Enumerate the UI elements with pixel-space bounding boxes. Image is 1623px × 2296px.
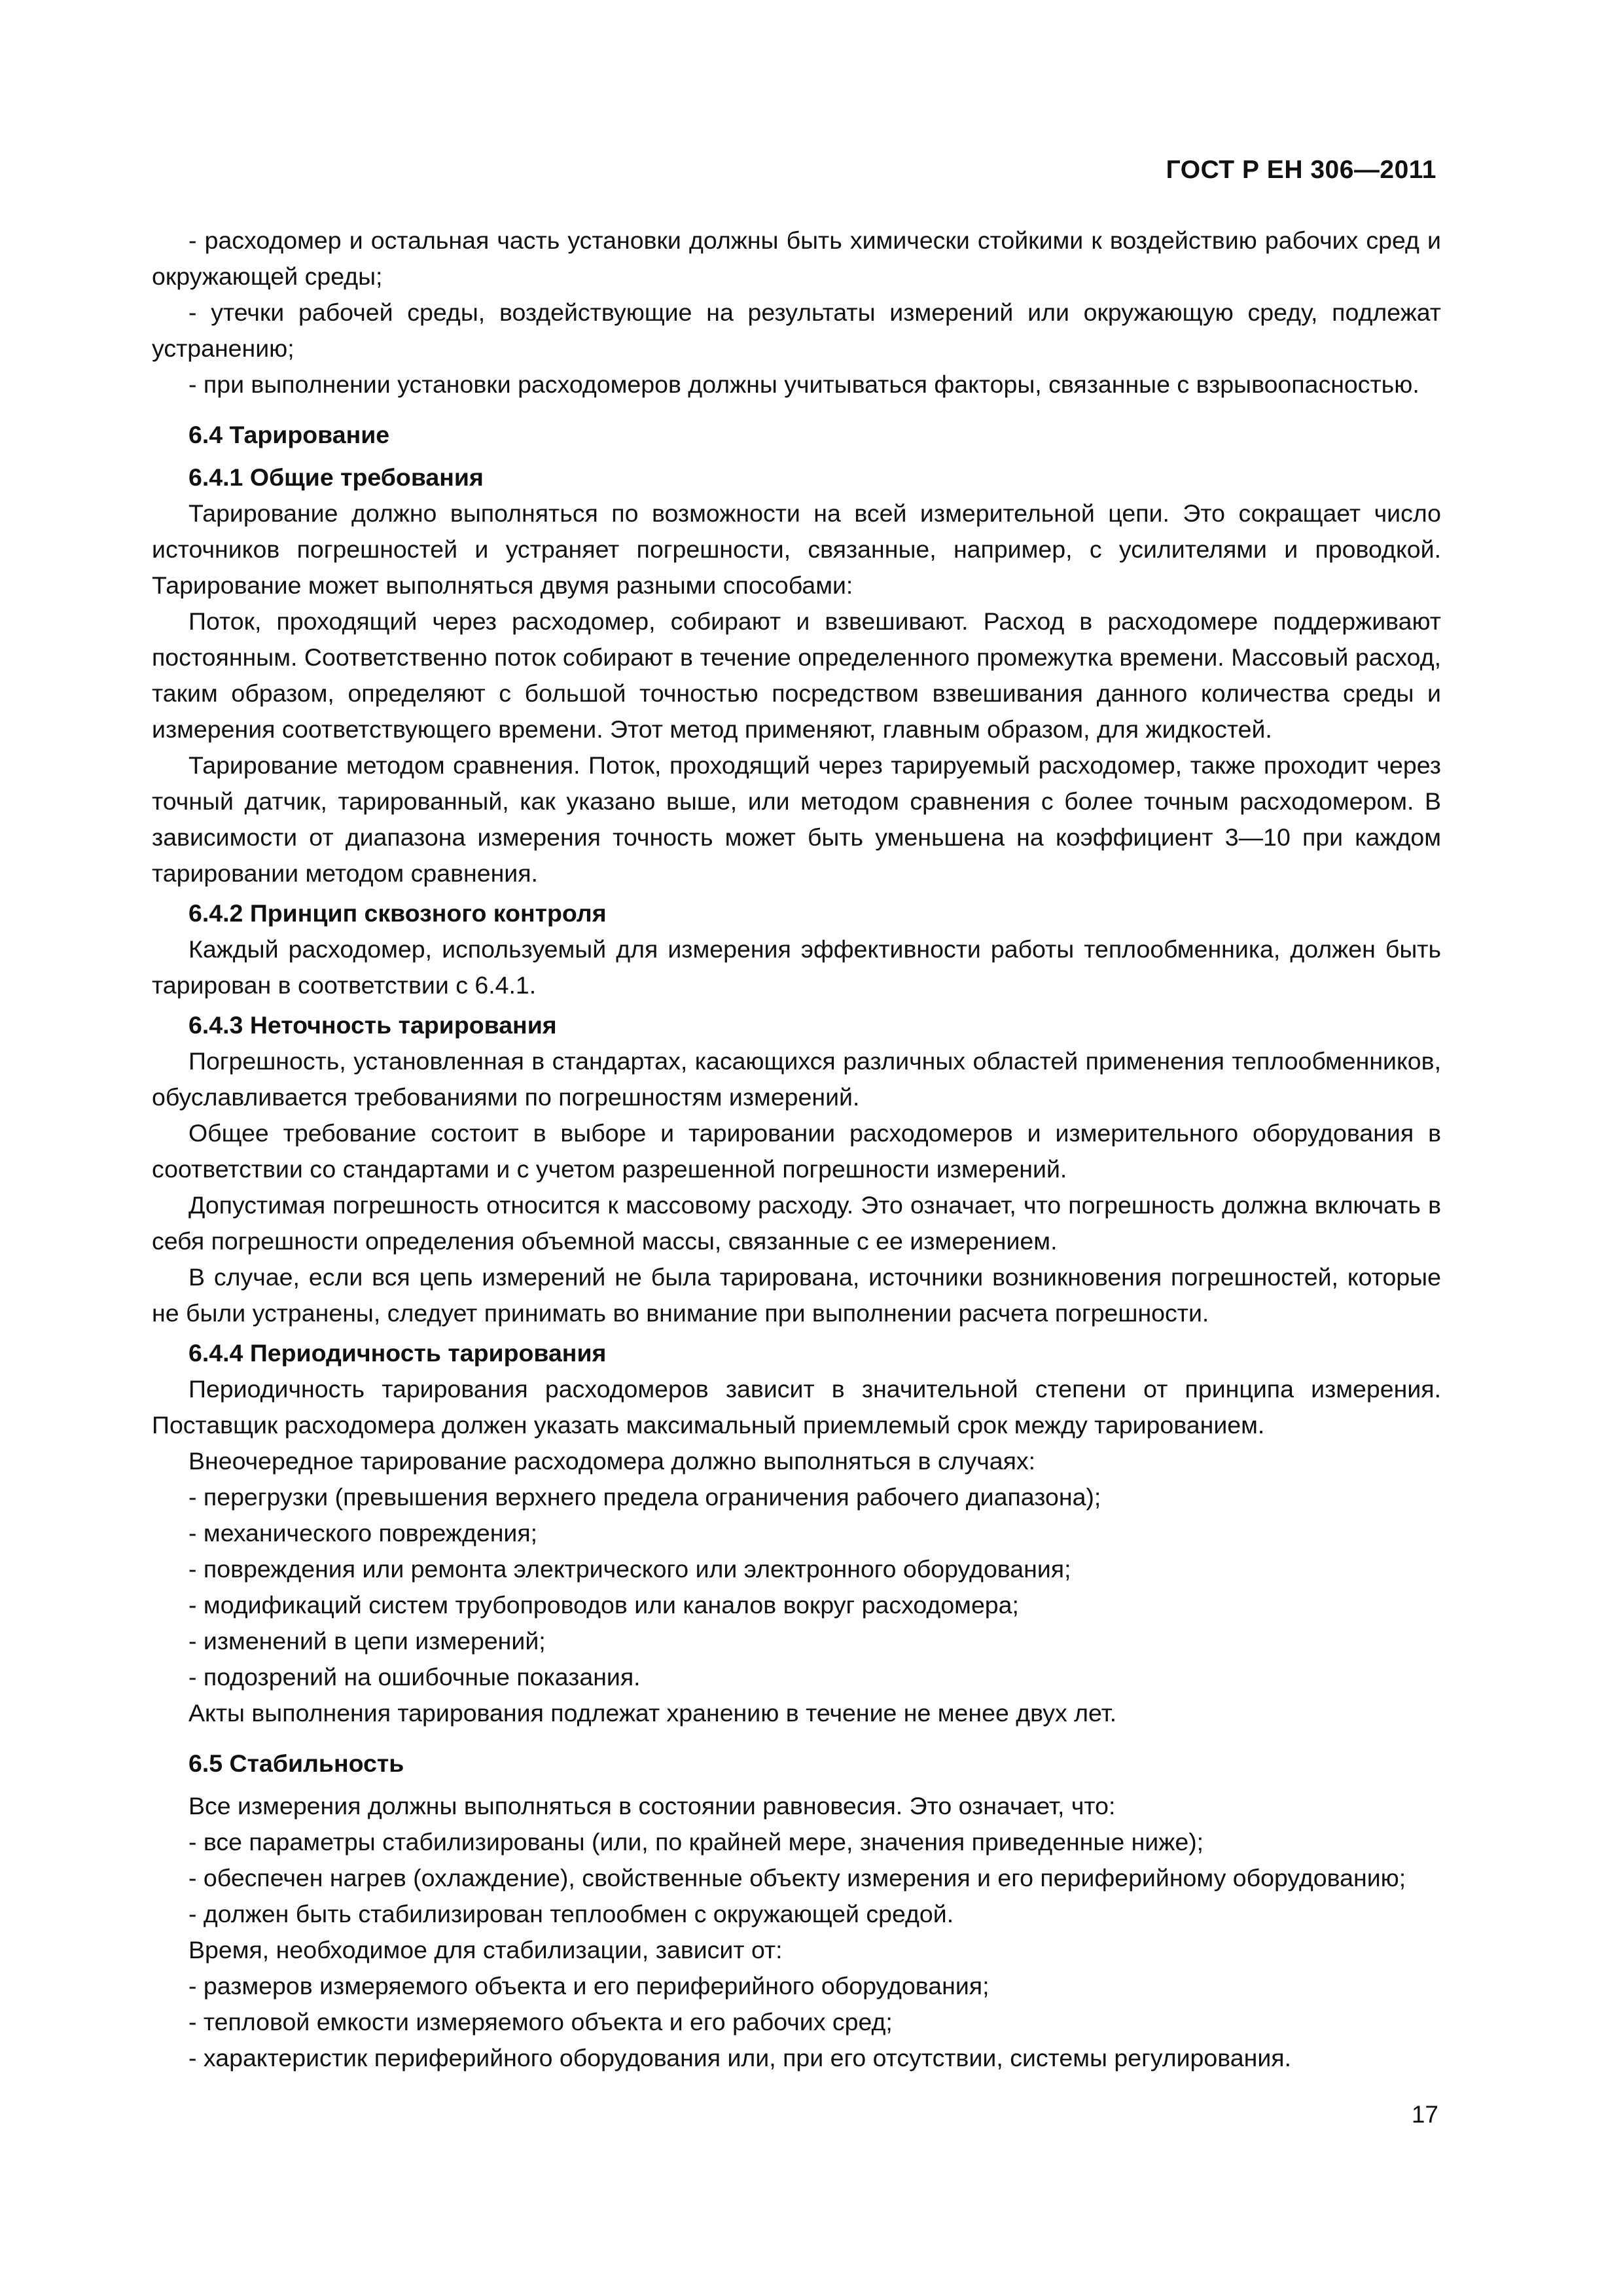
section-heading-6-4: 6.4 Тарирование <box>188 421 390 448</box>
document-header: ГОСТ Р ЕН 306—2011 <box>1166 156 1436 184</box>
section-heading-6-4-3: 6.4.3 Неточность тарирования <box>188 1011 557 1039</box>
list-item: - характеристик периферийного оборудования или, при его отсутствии, системы регулирования. <box>188 2044 1292 2072</box>
paragraph: Тарирование должно выполняться по возможности на всей измерительной цепи. Это сокращает число источников погрешностей и устраняет погрешности, связанные, например, с усилителями и проводкой. Тарирование может выполняться двумя разными способами: <box>152 499 1441 599</box>
list-item: - подозрений на ошибочные показания. <box>188 1663 641 1691</box>
list-item: - изменений в цепи измерений; <box>188 1627 546 1655</box>
list-item: - размеров измеряемого объекта и его периферийного оборудования; <box>188 1972 990 2000</box>
list-item: - тепловой емкости измеряемого объекта и его рабочих сред; <box>188 2008 893 2036</box>
document-body <box>152 223 1441 2076</box>
section-heading-6-4-1: 6.4.1 Общие требования <box>188 463 484 491</box>
intro-list-item: - расходомер и остальная часть установки должны быть химически стойкими к воздействию рабочих сред и окружающей среды; <box>152 226 1441 290</box>
page-number: 17 <box>1411 2101 1438 2128</box>
list-item: - все параметры стабилизированы (или, по крайней мере, значения приведенные ниже); <box>188 1828 1204 1856</box>
paragraph: Общее требование состоит в выборе и тарировании расходомеров и измерительного оборудования в соответствии со стандартами и с учетом разрешенной погрешности измерений. <box>152 1119 1441 1183</box>
list-item: - должен быть стабилизирован теплообмен с окружающей средой. <box>188 1900 954 1928</box>
list-item: - повреждения или ремонта электрического или электронного оборудования; <box>188 1555 1071 1583</box>
section-heading-6-4-4: 6.4.4 Периодичность тарирования <box>188 1339 607 1367</box>
list-item: - перегрузки (превышения верхнего предела ограничения рабочего диапазона); <box>188 1483 1101 1511</box>
paragraph: Внеочередное тарирование расходомера должно выполняться в случаях: <box>188 1447 1036 1475</box>
list-item: - обеспечен нагрев (охлаждение), свойственные объекту измерения и его периферийному оборудованию; <box>188 1864 1406 1892</box>
section-heading-6-4-2: 6.4.2 Принцип сквозного контроля <box>188 899 607 927</box>
paragraph: Тарирование методом сравнения. Поток, проходящий через тарируемый расходомер, также проходит через точный датчик, тарированный, как указано выше, или методом сравнения с более точным расходомером. В зависимости от диапазона измерения точность может быть уменьшена на коэффициент 3—10 при каждом тарировании методом сравнения. <box>152 751 1441 887</box>
paragraph: Акты выполнения тарирования подлежат хранению в течение не менее двух лет. <box>188 1699 1117 1727</box>
intro-list-item: - утечки рабочей среды, воздействующие на результаты измерений или окружающую среду, подлежат устранению; <box>152 298 1441 362</box>
section-heading-6-5: 6.5 Стабильность <box>188 1749 404 1777</box>
intro-list-item: - при выполнении установки расходомеров должны учитываться факторы, связанные с взрывоопасностью. <box>188 370 1419 398</box>
paragraph: Каждый расходомер, используемый для измерения эффективности работы теплообменника, должен быть тарирован в соответствии с 6.4.1. <box>152 935 1441 999</box>
paragraph: Все измерения должны выполняться в состоянии равновесия. Это означает, что: <box>188 1792 1116 1820</box>
paragraph: Периодичность тарирования расходомеров зависит в значительной степени от принципа измерения. Поставщик расходомера должен указать максимальный приемлемый срок между тарированием. <box>152 1375 1441 1439</box>
paragraph: Допустимая погрешность относится к массовому расходу. Это означает, что погрешность должна включать в себя погрешности определения объемной массы, связанные с ее измерением. <box>152 1191 1441 1255</box>
paragraph: Поток, проходящий через расходомер, собирают и взвешивают. Расход в расходомере поддерживают постоянным. Соответственно поток собирают в течение определенного промежутка времени. Массовый расход, таким образом, определяют с большой точностью посредством взвешивания данного количества среды и измерения соответствующего времени. Этот метод применяют, главным образом, для жидкостей. <box>152 607 1441 743</box>
paragraph: Погрешность, установленная в стандартах, касающихся различных областей применения теплообменников, обуславливается требованиями по погрешностям измерений. <box>152 1047 1441 1111</box>
list-item: - механического повреждения; <box>188 1519 538 1547</box>
list-item: - модификаций систем трубопроводов или каналов вокруг расходомера; <box>188 1591 1019 1619</box>
paragraph: Время, необходимое для стабилизации, зависит от: <box>188 1936 783 1964</box>
paragraph: В случае, если вся цепь измерений не была тарирована, источники возникновения погрешностей, которые не были устранены, следует принимать во внимание при выполнении расчета погрешности. <box>152 1263 1441 1327</box>
